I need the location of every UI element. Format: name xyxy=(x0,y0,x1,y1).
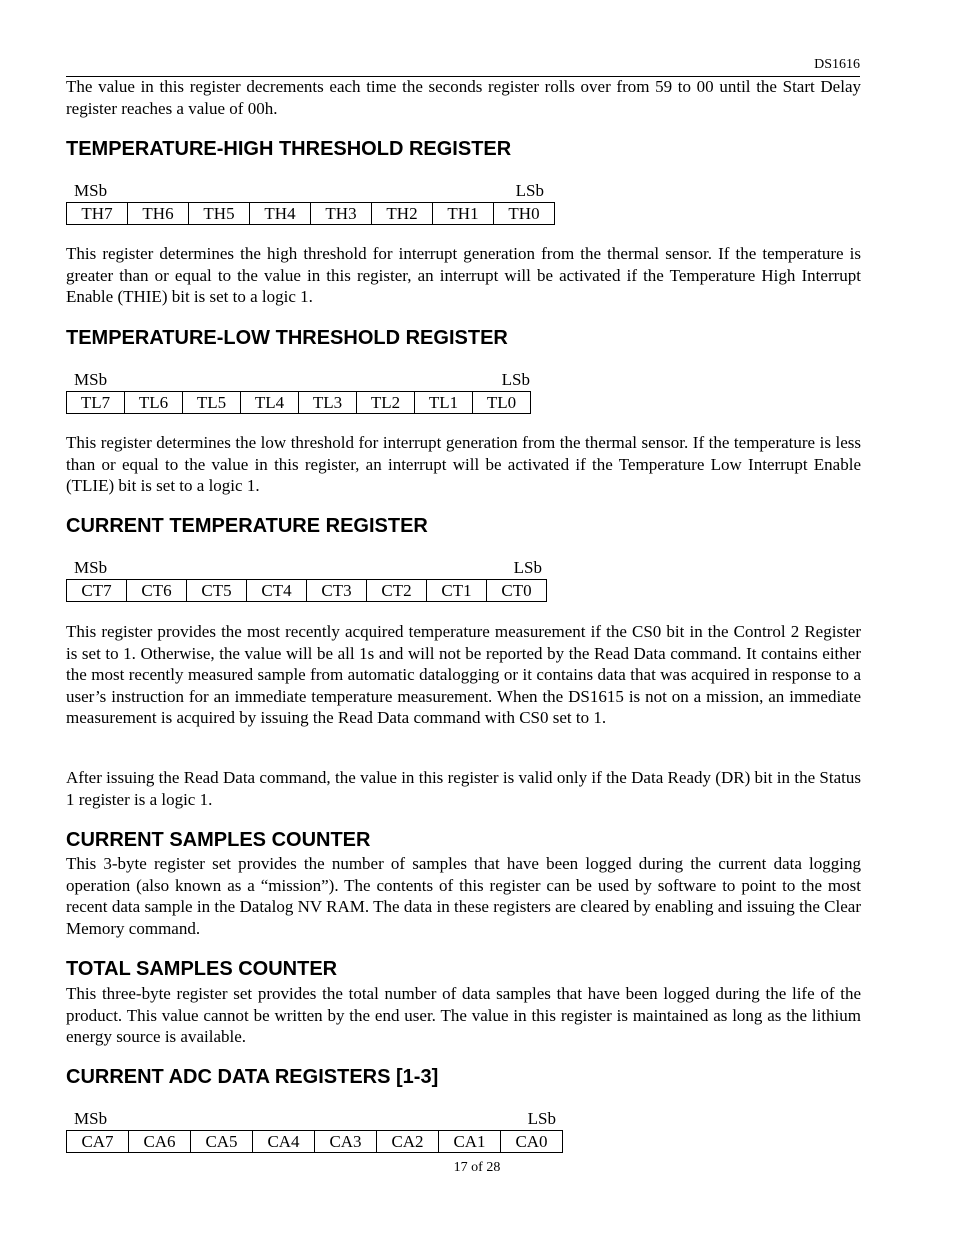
register-bit-table xyxy=(66,391,531,414)
register-bit: CT3 xyxy=(307,580,367,602)
register-bit: TH0 xyxy=(494,203,555,225)
register-bit: CT5 xyxy=(187,580,247,602)
register-bit: CA6 xyxy=(129,1131,191,1153)
msb-label: MSb xyxy=(74,1109,108,1128)
temp-high-register xyxy=(66,180,555,225)
temp-low-register xyxy=(66,369,538,414)
register-bit: TH5 xyxy=(189,203,250,225)
register-bit: TL5 xyxy=(183,392,241,414)
register-bit: TL0 xyxy=(473,392,531,414)
temp-low-heading: TEMPERATURE-LOW THRESHOLD REGISTER xyxy=(66,327,508,349)
register-bit: CA5 xyxy=(191,1131,253,1153)
register-bit-table xyxy=(66,579,547,602)
register-bit: CA7 xyxy=(67,1131,129,1153)
register-bit: TH1 xyxy=(433,203,494,225)
temp-high-heading: TEMPERATURE-HIGH THRESHOLD REGISTER xyxy=(66,138,512,160)
register-bit: TH3 xyxy=(311,203,372,225)
current-temp-heading: CURRENT TEMPERATURE REGISTER xyxy=(66,515,428,537)
register-bit: CA0 xyxy=(501,1131,563,1153)
register-bit: TH4 xyxy=(250,203,311,225)
intro-paragraph: The value in this register decrements each time the seconds register rolls over from 59 to 00 until the Start Delay register reaches a value of 00h. xyxy=(66,77,861,118)
register-bit: TL6 xyxy=(125,392,183,414)
total-samples-paragraph: This three-byte register set provides the total number of data samples that have been logged during the life of the product. This value cannot be written by the end user. The value in this register is maintained as long as the lithium energy source is available. xyxy=(66,984,861,1046)
register-bit: CT2 xyxy=(367,580,427,602)
msb-label: MSb xyxy=(74,370,108,389)
register-bit: TH7 xyxy=(67,203,128,225)
register-bit: TL1 xyxy=(415,392,473,414)
register-bit: CA4 xyxy=(253,1131,315,1153)
current-adc-register xyxy=(66,1108,564,1153)
msb-label: MSb xyxy=(74,181,108,200)
document-id: DS1616 xyxy=(814,57,860,72)
register-bit: CA2 xyxy=(377,1131,439,1153)
register-bit: CA3 xyxy=(315,1131,377,1153)
current-temp-paragraph-1: This register provides the most recently acquired temperature measurement if the CS0 bit in the Control 2 Register is set to 1. Otherwise, the value will be all 1s and will not be reported by the Read Data command. It contains either the most recently measured sample from automatic datalogging or it contains data that was acquired in response to a user’s instruction for an immediate temperature measurement. When the DS1615 is not on a mission, an immediate measurement is acquired by issuing the Read Data command with CS0 set to 1. xyxy=(66,622,861,727)
current-temp-paragraph-2: After issuing the Read Data command, the value in this register is valid only if the Data Ready (DR) bit in the Status 1 register is a logic 1. xyxy=(66,768,861,809)
register-bit: CT0 xyxy=(487,580,547,602)
page-number: 17 of 28 xyxy=(453,1160,501,1175)
register-bit: TL7 xyxy=(67,392,125,414)
temp-high-paragraph: This register determines the high threshold for interrupt generation from the thermal sensor. If the temperature is greater than or equal to the value in this register, an interrupt will be activated if the Temperature High Interrupt Enable (THIE) bit is set to a logic 1. xyxy=(66,244,861,306)
lsb-label: LSb xyxy=(513,558,542,577)
register-bit: CA1 xyxy=(439,1131,501,1153)
current-adc-heading: CURRENT ADC DATA REGISTERS [1-3] xyxy=(66,1066,439,1088)
register-bit: CT7 xyxy=(67,580,127,602)
total-samples-heading: TOTAL SAMPLES COUNTER xyxy=(66,958,338,980)
register-bit: TL2 xyxy=(357,392,415,414)
lsb-label: LSb xyxy=(501,370,530,389)
register-bit-table xyxy=(66,1130,563,1153)
register-bit: CT1 xyxy=(427,580,487,602)
register-bit-table xyxy=(66,202,555,225)
temp-low-paragraph: This register determines the low threshold for interrupt generation from the thermal sensor. If the temperature is less than or equal to the value in this register, an interrupt will be activated if the Temperature Low Interrupt Enable (TLIE) bit is set to a logic 1. xyxy=(66,433,861,495)
register-bit: TL4 xyxy=(241,392,299,414)
lsb-label: LSb xyxy=(515,181,544,200)
register-bit: TH6 xyxy=(128,203,189,225)
current-temp-register xyxy=(66,557,550,602)
register-bit: TL3 xyxy=(299,392,357,414)
register-bit: TH2 xyxy=(372,203,433,225)
register-bit: CT4 xyxy=(247,580,307,602)
msb-label: MSb xyxy=(74,558,108,577)
current-samples-heading: CURRENT SAMPLES COUNTER xyxy=(66,829,371,851)
register-bit: CT6 xyxy=(127,580,187,602)
lsb-label: LSb xyxy=(527,1109,556,1128)
current-samples-paragraph: This 3-byte register set provides the number of samples that have been logged during the current data logging operation (also known as a “mission”). The contents of this register can be used by software to point to the most recent data sample in the Datalog NV RAM. The data in these registers are cleared by enabling and issuing the Clear Memory command. xyxy=(66,854,861,938)
